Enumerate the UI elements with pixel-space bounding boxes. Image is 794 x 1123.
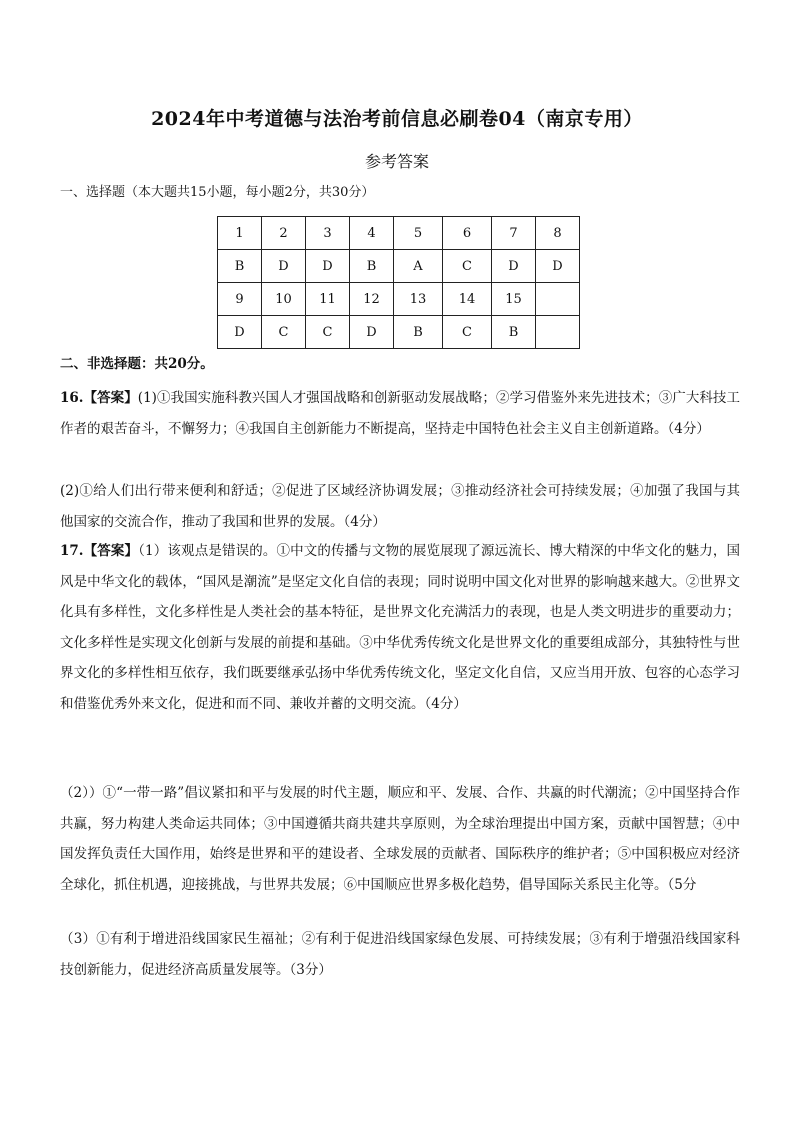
table-cell: D — [262, 250, 306, 283]
table-cell — [536, 283, 580, 316]
section2-heading: 二、非选择题：共20分。 — [60, 356, 214, 372]
answer-table — [217, 216, 580, 349]
table-cell: 4 — [350, 217, 394, 250]
q16-label: 16.【答案】 — [60, 390, 138, 406]
table-cell: C — [306, 316, 350, 349]
q16-answer-part2: (2)①给人们出行带来便利和舒适；②促进了区域经济协调发展；③推动经济社会可持续发展；④加强了我国与其他国家的交流合作，推动了我国和世界的发展。（4分） — [60, 483, 740, 530]
table-cell: 1 — [218, 217, 262, 250]
q17-part1-text: （1）该观点是错误的。①中文的传播与文物的展览展现了源远流长、博大精深的中华文化的魅力，国风是中华文化的载体，“国风是潮流”是坚定文化自信的表现；同时说明中国文化对世界的影响越来越大。②世界文化具有多样性，文化多样性是人类社会的基本特征，是世界文化充满活力的表现，也是人类文明进步的重要动力；文化多样性是实现文化创新与发展的前提和基础。③中华优秀传统文化是世界文化的重要组成部分，其独特性与世界文化的多样性相互依存，我们既要继承弘扬中华优秀传统文化，坚定文化自信，又应当用开放、包容的心态学习和借鉴优秀外来文化，促进和而不同、兼收并蓄的文明交流。（4分） — [60, 543, 740, 712]
table-cell: D — [536, 250, 580, 283]
table-cell: 13 — [394, 283, 443, 316]
table-cell: 7 — [492, 217, 536, 250]
document-subtitle: 参考答案 — [364, 152, 429, 171]
table-cell — [536, 316, 580, 349]
table-cell: B — [350, 250, 394, 283]
table-row — [218, 316, 580, 349]
table-cell: 10 — [262, 283, 306, 316]
table-cell: 15 — [492, 283, 536, 316]
table-cell: 6 — [443, 217, 492, 250]
q17-answer-part1 — [60, 536, 740, 719]
table-cell: B — [394, 316, 443, 349]
table-cell: C — [443, 316, 492, 349]
table-cell: 2 — [262, 217, 306, 250]
table-cell: B — [218, 250, 262, 283]
table-cell: 9 — [218, 283, 262, 316]
table-cell: 11 — [306, 283, 350, 316]
q17-answer-part3: （3）①有利于增进沿线国家民生福祉；②有利于促进沿线国家绿色发展、可持续发展；③有利于增强沿线国家科技创新能力，促进经济高质量发展等。（3分） — [60, 931, 740, 978]
document-title: 2024年中考道德与法治考前信息必刷卷04（南京专用） — [151, 108, 643, 130]
table-cell: 12 — [350, 283, 394, 316]
table-cell: C — [262, 316, 306, 349]
q17-label: 17.【答案】 — [60, 543, 139, 559]
table-cell: C — [443, 250, 492, 283]
table-cell: 8 — [536, 217, 580, 250]
q16-part1-text: (1)①我国实施科教兴国人才强国战略和创新驱动发展战略；②学习借鉴外来先进技术；③广大科技工作者的艰苦奋斗，不懈努力；④我国自主创新能力不断提高，坚持走中国特色社会主义自主创新道路。（4分） — [60, 390, 740, 437]
section1-heading: 一、选择题（本大题共15小题，每小题2分，共30分） — [60, 185, 375, 200]
table-row — [218, 217, 580, 250]
table-cell: D — [492, 250, 536, 283]
q16-answer-part1 — [60, 383, 740, 444]
table-cell: 14 — [443, 283, 492, 316]
table-row — [218, 283, 580, 316]
table-cell: D — [218, 316, 262, 349]
table-cell: D — [350, 316, 394, 349]
table-cell: D — [306, 250, 350, 283]
table-cell: B — [492, 316, 536, 349]
table-cell: 3 — [306, 217, 350, 250]
table-cell: A — [394, 250, 443, 283]
q17-answer-part2: （2））①“一带一路”倡议紧扣和平与发展的时代主题，顺应和平、发展、合作、共赢的时代潮流；②中国坚持合作共赢，努力构建人类命运共同体；③中国遵循共商共建共享原则，为全球治理提出中国方案，贡献中国智慧；④中国发挥负责任大国作用，始终是世界和平的建设者、全球发展的贡献者、国际秩序的维护者；⑤中国积极应对经济全球化，抓住机遇，迎接挑战，与世界共发展；⑥中国顺应世界多极化趋势，倡导国际关系民主化等。（5分 — [60, 785, 740, 893]
table-cell: 5 — [394, 217, 443, 250]
table-row — [218, 250, 580, 283]
